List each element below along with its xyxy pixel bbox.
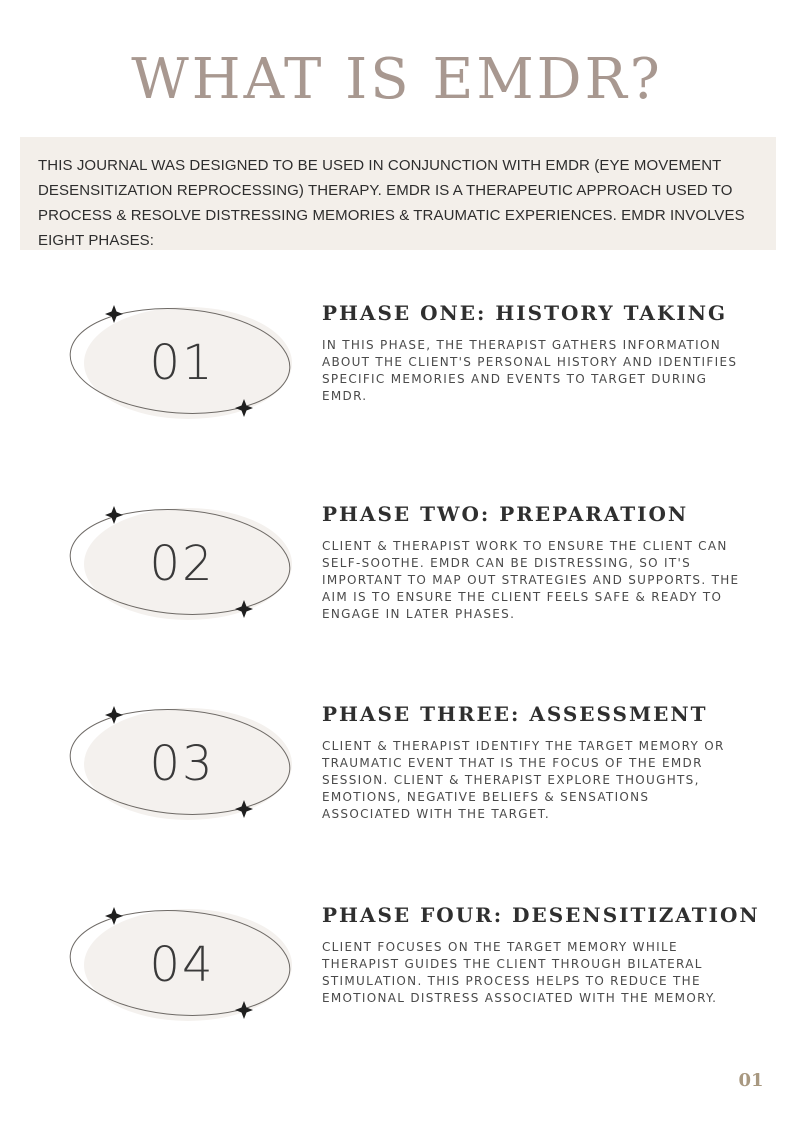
phase-number: 01 xyxy=(149,335,215,391)
intro-text: THIS JOURNAL WAS DESIGNED TO BE USED IN CONJUNCTION WITH EMDR (EYE MOVEMENT DESENSITIZATION REPROCESSING) THERAPY. EMDR IS A THERAPEUTIC APPROACH USED TO PROCESS & RESOLVE DISTRESSING MEMORIES & TRAUMATIC EXPERIENCES. EMDR INVOLVES EIGHT PHASES: xyxy=(38,157,745,249)
phase-badge xyxy=(68,700,296,840)
phase-heading: PHASE THREE: ASSESSMENT xyxy=(322,702,708,726)
phase-heading: PHASE FOUR: DESENSITIZATION xyxy=(322,903,760,927)
phase-three xyxy=(0,700,794,860)
phase-number: 02 xyxy=(149,536,215,592)
phase-heading: PHASE ONE: HISTORY TAKING xyxy=(322,301,728,325)
phase-heading: PHASE TWO: PREPARATION xyxy=(322,502,689,526)
intro-box xyxy=(20,137,776,250)
sparkle-star-icon xyxy=(105,907,123,925)
phase-badge xyxy=(68,500,296,640)
sparkle-star-icon xyxy=(105,706,123,724)
phase-number: 04 xyxy=(149,937,215,993)
phase-number: 03 xyxy=(149,736,215,792)
phase-description: CLIENT & THERAPIST IDENTIFY THE TARGET MEMORY OR TRAUMATIC EVENT THAT IS THE FOCUS OF THE EMDR SESSION. CLIENT & THERAPIST EXPLORE THOUGHTS, EMOTIONS, NEGATIVE BELIEFS & SENSATIONS ASSOCIATED WITH THE TARGET. xyxy=(322,739,725,821)
sparkle-star-icon xyxy=(105,305,123,323)
phase-badge xyxy=(68,299,296,439)
phase-description: CLIENT FOCUSES ON THE TARGET MEMORY WHILE THERAPIST GUIDES THE CLIENT THROUGH BILATERAL STIMULATION. THIS PROCESS HELPS TO REDUCE THE EMOTIONAL DISTRESS ASSOCIATED WITH THE MEMORY. xyxy=(322,940,718,1005)
phase-description: IN THIS PHASE, THE THERAPIST GATHERS INFORMATION ABOUT THE CLIENT'S PERSONAL HISTORY AND IDENTIFIES SPECIFIC MEMORIES AND EVENTS TO TARGET DURING EMDR. xyxy=(322,338,738,403)
phase-badge xyxy=(68,901,296,1041)
phase-four xyxy=(0,901,794,1061)
page-title: WHAT IS EMDR? xyxy=(131,47,663,112)
phase-two xyxy=(0,500,794,660)
page-number: 01 xyxy=(738,1070,764,1091)
phase-one xyxy=(0,299,794,459)
phase-description: CLIENT & THERAPIST WORK TO ENSURE THE CLIENT CAN SELF-SOOTHE. EMDR CAN BE DISTRESSING, SO IT'S IMPORTANT TO MAP OUT STRATEGIES AND SUPPORTS. THE AIM IS TO ENSURE THE CLIENT FEELS SAFE & READY TO ENGAGE IN LATER PHASES. xyxy=(322,539,740,621)
sparkle-star-icon xyxy=(105,506,123,524)
